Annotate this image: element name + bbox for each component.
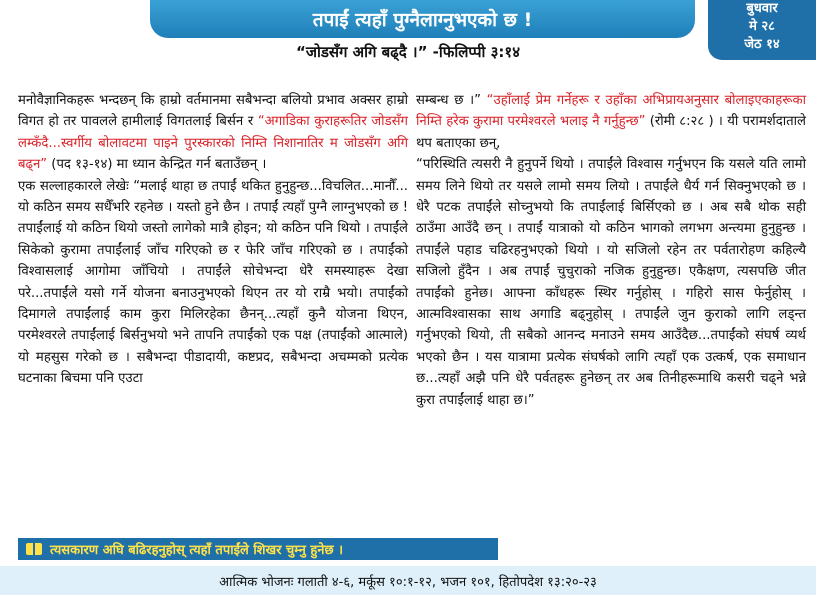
takeaway-text: त्यसकारण अघि बढिरहनुहोस् त्यहाँ तपाईंले शिखर चुम्नु हुनेछ । — [50, 543, 344, 558]
verse-reference: “जोडसँग अगि बढ्दै ।” -फिलिप्पी ३:१४ — [295, 43, 521, 61]
left-column — [18, 90, 408, 390]
right-column — [416, 90, 806, 411]
left-p1-scripture: “अगाडिका कुराहरूतिर जोडसँग लम्कँदै...स्वर्गीय बोलावटमा पाइने पुरस्कारको निम्ति निशानातिर म जोडसँग अगि बढ्‍न” — [18, 114, 408, 173]
left-paragraph-2: एक सल्लाहकारले लेखेः “मलाई थाहा छ तपाईं थकित हुनुहुन्छ...विचलित...मानौँ... यो कठिन समय सधैँभरि रहनेछ । यस्तो हुने छैन । तपाईं त्यहाँ पुग्नै लाग्नुभएको छ ! तपाईंलाई यो कठिन थियो जस्तो लागेको मात्रै होइन; यो कठिन पनि थियो । तपाईंले सिकेको कुरामा तपाईंलाई जाँच गरिएको छ र फेरि जाँच गरिएको छ । तपाईंको विश्वासलाई आगोमा जाँचियो । तपाईंले सोचेभन्दा धेरै समस्याहरू देखा परे...तपाईंले यसो गर्ने योजना बनाउनुभएको थिएन तर यो राम्रै भयो। तपाईंको दिमागले तपाईंलाई काम कुरा मिलिरहेका छैनन्...त्यहाँ कुनै योजना थिएन, परमेश्वरले तपाईंलाई बिर्सनुभयो भने तापनि तपाईंको एक पक्ष (तपाईंको आत्माले) यो महसुस गरेको छ । सबैभन्दा पीडादायी, कष्टप्रद, सबैभन्दा अचम्मको प्रत्येक घटनाका बिचमा पनि एउटा — [18, 178, 408, 387]
right-p1-text-a: सम्बन्ध छ ।” — [416, 93, 487, 108]
left-paragraph-1 — [18, 90, 408, 176]
right-p1-scripture: “उहाँलाई प्रेम गर्नेहरू र उहाँका अभिप्रायअनुसार बोलाइएकाहरूका निम्ति हरेक कुरामा परमेश्वरले भलाइ नै गर्नुहुन्छ” — [416, 93, 806, 130]
right-p1-text-b: (रोमी ८:२८ ) । यी परामर्शदाताले थप बताएका छन्, — [416, 114, 806, 151]
day: मे २८ — [749, 19, 775, 34]
weekday: बुधवार — [746, 1, 778, 16]
takeaway-bar — [18, 538, 498, 560]
page-title: तपाईं त्यहाँ पुग्नैलाग्नुभएको छ ! — [150, 0, 695, 38]
footer-reading: आत्मिक भोजनः गलाती ४-६, मर्कूस १०:१-१२, भजन १०१, हितोपदेश १३:२०-२३ — [0, 566, 816, 595]
book-icon — [26, 543, 42, 555]
left-p1-text-a: मनोवैज्ञानिकहरू भन्दछन् कि हाम्रो वर्तमानमा सबैभन्दा बलियो प्रभाव अक्सर हाम्रो विगत हो तर पावलले हामीलाई विगतलाई बिर्सन र — [18, 93, 408, 130]
right-paragraph-1 — [416, 90, 806, 154]
left-p1-text-b: (पद १३-१४) मा ध्यान केन्द्रित गर्न बताउँछन् । — [47, 157, 267, 173]
nepali-date: जेठ १४ — [744, 37, 780, 52]
right-paragraph-2: “परिस्थिति त्यसरी नै हुनुपर्ने थियो । तपाईंले विश्वास गर्नुभएन कि यसले यति लामो समय लिने थियो तर यसले लामो समय लियो । तपाईंले धैर्य गर्न सिक्नुभएको छ । धेरै पटक तपाईंले सोच्नुभयो कि तपाईंलाई बिर्सिएको छ । अब सबै थोक सही ठाउँमा आउँदै छन् । तपाईं यात्राको यो कठिन भागको लगभग अन्त्यमा हुनुहुन्छ । तपाईंले पहाड चढिरहनुभएको थियो । यो सजिलो रहेन तर पर्वतारोहण कहिल्यै सजिलो हुँदैन । अब तपाईं चुचुराको नजिक हुनुहुन्छ। एकैक्षण, त्यसपछि जीत तपाईंको हुनेछ। आफ्ना काँधहरू स्थिर गर्नुहोस् । गहिरो सास फेर्नुहोस् । आत्मविश्वासका साथ अगाडि बढ्नुहोस् । तपाईंले जुन कुराको लागि लड्न्त गर्नुभएको थियो, ती सबैको आनन्द मनाउने समय आउँदैछ...तपाईंको संघर्ष व्यर्थ भएको छैन । यस यात्रामा प्रत्येक संघर्षको लागि त्यहाँ एक उत्कर्ष, एक समाधान छ...त्यहाँ अझै पनि धेरै पर्वतहरू हुनेछन् तर अब तिनीहरूमाथि कसरी चढ्ने भन्ने कुरा तपाईंलाई थाहा छ।” — [416, 157, 806, 408]
